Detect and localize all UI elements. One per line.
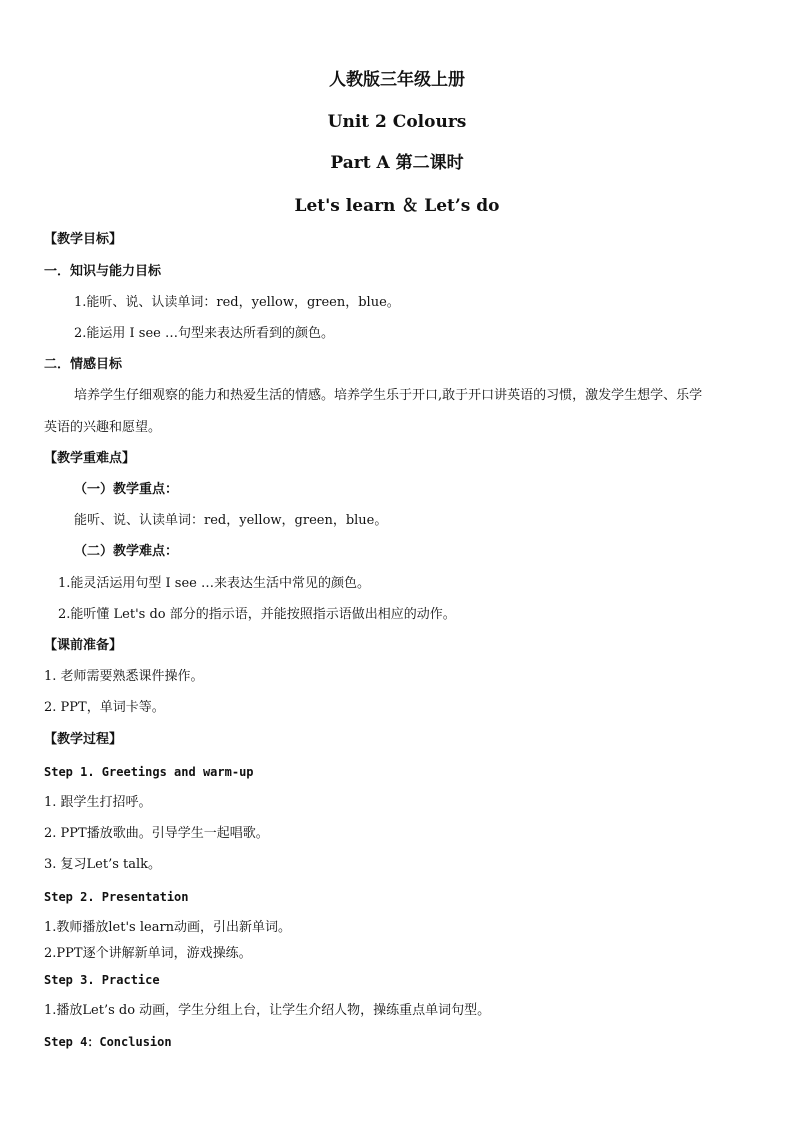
preparation-item: 2. PPT，单词卡等。 bbox=[44, 700, 165, 715]
knowledge-heading: 一．知识与能力目标 bbox=[44, 264, 162, 279]
preparation-heading: 【课前准备】 bbox=[44, 638, 123, 653]
step2-item: 1.教师播放let's learn动画，引出新单词。 bbox=[44, 920, 292, 935]
objectives-heading: 【教学目标】 bbox=[44, 232, 123, 247]
step2-item: 2.PPT逐个讲解新单词，游戏操练。 bbox=[44, 946, 252, 961]
focus-text: 能听、说、认读单词：red，yellow，green，blue。 bbox=[74, 513, 388, 528]
step2-title: Step 2. Presentation bbox=[44, 890, 189, 904]
part-title: Part A 第二课时 bbox=[330, 153, 464, 173]
preparation-item: 1. 老师需要熟悉课件操作。 bbox=[44, 669, 204, 684]
difficulty-heading: （二）教学难点： bbox=[74, 544, 179, 559]
step4-title: Step 4：Conclusion bbox=[44, 1035, 172, 1049]
document-title: 人教版三年级上册 bbox=[329, 70, 465, 90]
difficulty-item: 2.能听懂 Let's do 部分的指示语，并能按照指示语做出相应的动作。 bbox=[58, 607, 456, 622]
emotion-text-continued: 英语的兴趣和愿望。 bbox=[44, 420, 162, 435]
step1-item: 2. PPT播放歌曲。引导学生一起唱歌。 bbox=[44, 826, 269, 841]
key-points-heading: 【教学重难点】 bbox=[44, 451, 136, 466]
process-heading: 【教学过程】 bbox=[44, 732, 123, 747]
unit-title: Unit 2 Colours bbox=[327, 112, 467, 132]
step1-title: Step 1. Greetings and warm-up bbox=[44, 765, 254, 779]
step1-item: 1. 跟学生打招呼。 bbox=[44, 795, 152, 810]
step3-title: Step 3. Practice bbox=[44, 973, 160, 987]
step1-item: 3. 复习Let’s talk。 bbox=[44, 857, 162, 872]
knowledge-item: 2.能运用 I see …句型来表达所看到的颜色。 bbox=[74, 326, 334, 341]
emotion-heading: 二．情感目标 bbox=[44, 357, 123, 372]
lesson-title: Let's learn ＆ Let’s do bbox=[294, 196, 500, 216]
difficulty-item: 1.能灵活运用句型 I see …来表达生活中常见的颜色。 bbox=[58, 576, 370, 591]
step3-item: 1.播放Let’s do 动画，学生分组上台，让学生介绍人物，操练重点单词句型。 bbox=[44, 1003, 491, 1018]
knowledge-item: 1.能听、说、认读单词：red，yellow，green，blue。 bbox=[74, 295, 400, 310]
focus-heading: （一）教学重点： bbox=[74, 482, 179, 497]
emotion-text: 培养学生仔细观察的能力和热爱生活的情感。培养学生乐于开口,敢于开口讲英语的习惯，激发学生想学、乐学 bbox=[74, 388, 703, 403]
